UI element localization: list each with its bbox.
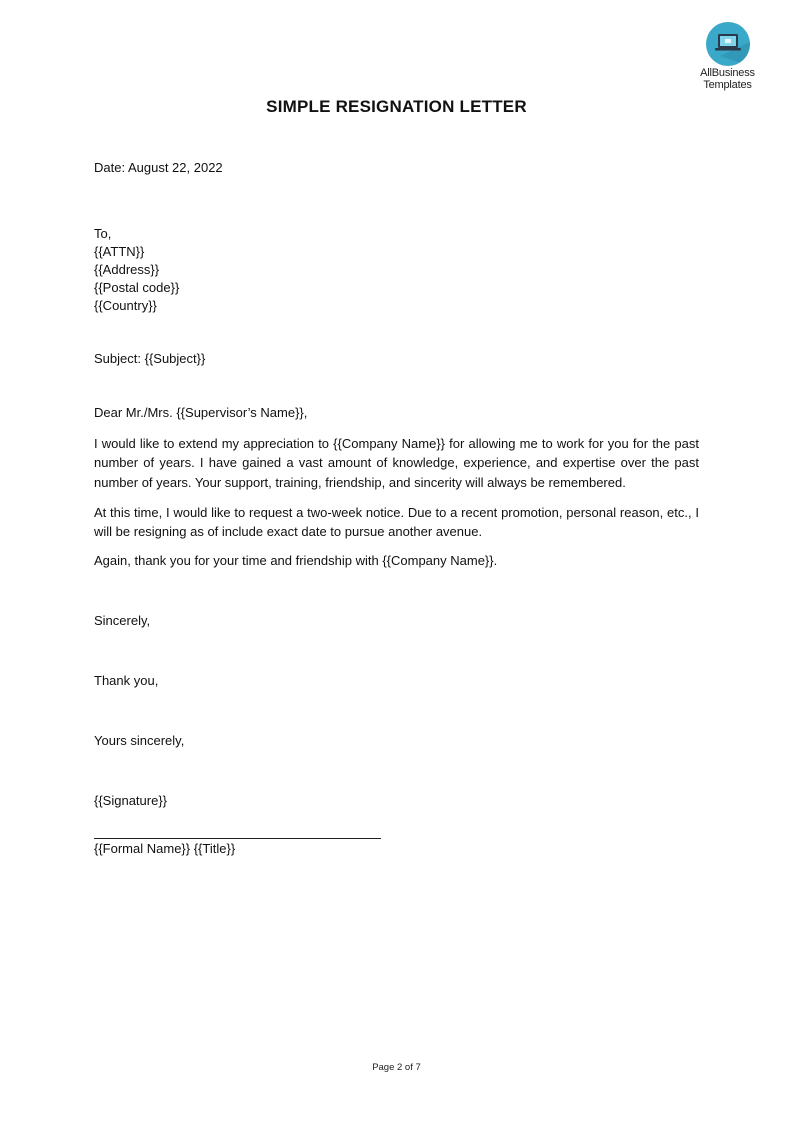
logo-line-2: Templates: [703, 79, 752, 91]
laptop-icon: [706, 22, 750, 66]
closing-sincerely: Sincerely,: [94, 613, 151, 628]
page-number-footer: Page 2 of 7: [372, 1062, 421, 1073]
recipient-country: {{Country}}: [94, 298, 157, 313]
date-line: Date: August 22, 2022: [94, 160, 223, 175]
subject-line: Subject: {{Subject}}: [94, 351, 206, 366]
body-paragraph-3: Again, thank you for your time and friendship with {{Company Name}}.: [94, 553, 498, 568]
salutation: Dear Mr./Mrs. {{Supervisor’s Name}},: [94, 405, 308, 420]
formal-name: {{Formal Name}} {{Title}}: [94, 841, 236, 856]
body-paragraph-1: I would like to extend my appreciation to {{Company Name}} for allowing me to work for you for the past number of years. I have gained a vast amount of knowledge, experience, and expertise over the past number of years. Your support, training, friendship, and sincerity will always be remembered.: [94, 436, 699, 490]
signature-line: [94, 838, 381, 839]
closing-yours-sincerely: Yours sincerely,: [94, 733, 185, 748]
body-paragraph-2: At this time, I would like to request a two-week notice. Due to a recent promotion, personal reason, etc., I will be resigning as of include exact date to pursue another avenue.: [94, 505, 699, 540]
recipient-to: To,: [94, 226, 112, 241]
logo-text: [690, 67, 765, 91]
logo-line-1: AllBusiness: [700, 67, 755, 79]
signature-placeholder: {{Signature}}: [94, 793, 168, 808]
recipient-attn: {{ATTN}}: [94, 244, 145, 259]
recipient-address: {{Address}}: [94, 262, 160, 277]
closing-thank-you: Thank you,: [94, 673, 159, 688]
page-title: SIMPLE RESIGNATION LETTER: [266, 97, 527, 116]
recipient-postal-code: {{Postal code}}: [94, 280, 180, 295]
company-logo: [690, 22, 765, 91]
